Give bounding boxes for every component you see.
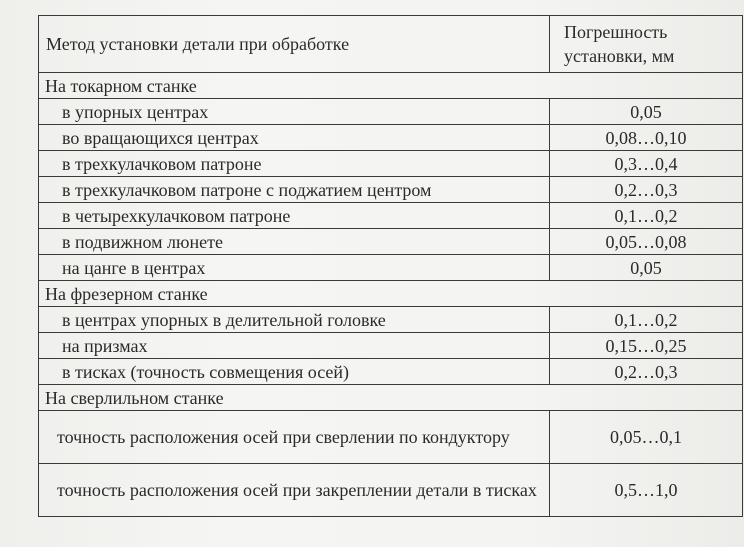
method-cell: на призмах (39, 333, 550, 359)
table-row (39, 333, 743, 359)
method-cell: в центрах упорных в делительной головке (39, 307, 550, 333)
value-cell: 0,05…0,1 (550, 411, 743, 464)
value-cell: 0,05 (550, 255, 743, 281)
method-cell: в тисках (точность совмещения осей) (39, 359, 550, 385)
value-cell: 0,5…1,0 (550, 464, 743, 517)
table-row (39, 99, 743, 125)
method-cell: в трехкулачковом патроне (39, 151, 550, 177)
value-cell: 0,2…0,3 (550, 177, 743, 203)
header-error-line2: установки, мм (564, 46, 675, 66)
value-cell: 0,2…0,3 (550, 359, 743, 385)
value-cell: 0,1…0,2 (550, 307, 743, 333)
method-cell: точность расположения осей при закреплении детали в тисках (39, 464, 550, 517)
table-row (39, 411, 743, 464)
table-row (39, 359, 743, 385)
section-row-drilling (39, 385, 743, 411)
section-title: На фрезерном станке (39, 281, 743, 307)
method-cell: в четырехкулачковом патроне (39, 203, 550, 229)
table-row (39, 125, 743, 151)
method-cell: в подвижном люнете (39, 229, 550, 255)
table-row (39, 151, 743, 177)
installation-error-table (38, 15, 743, 517)
section-row-milling (39, 281, 743, 307)
section-title: На токарном станке (39, 73, 743, 99)
table-row (39, 464, 743, 517)
table-row (39, 203, 743, 229)
table-row (39, 177, 743, 203)
header-error-line1: Погрешность (564, 22, 668, 42)
header-method: Метод установки детали при обработке (39, 16, 550, 73)
value-cell: 0,08…0,10 (550, 125, 743, 151)
table-row (39, 307, 743, 333)
method-cell: на цанге в центрах (39, 255, 550, 281)
value-cell: 0,15…0,25 (550, 333, 743, 359)
table-row (39, 229, 743, 255)
method-cell: точность расположения осей при сверлении по кондуктору (39, 411, 550, 464)
section-row-lathe (39, 73, 743, 99)
method-cell: во вращающихся центрах (39, 125, 550, 151)
method-cell: в трехкулачковом патроне с поджатием центром (39, 177, 550, 203)
table-header-row (39, 16, 743, 73)
value-cell: 0,3…0,4 (550, 151, 743, 177)
section-title: На сверлильном станке (39, 385, 743, 411)
value-cell: 0,05 (550, 99, 743, 125)
header-error (550, 16, 743, 73)
value-cell: 0,1…0,2 (550, 203, 743, 229)
method-cell: в упорных центрах (39, 99, 550, 125)
table-row (39, 255, 743, 281)
value-cell: 0,05…0,08 (550, 229, 743, 255)
